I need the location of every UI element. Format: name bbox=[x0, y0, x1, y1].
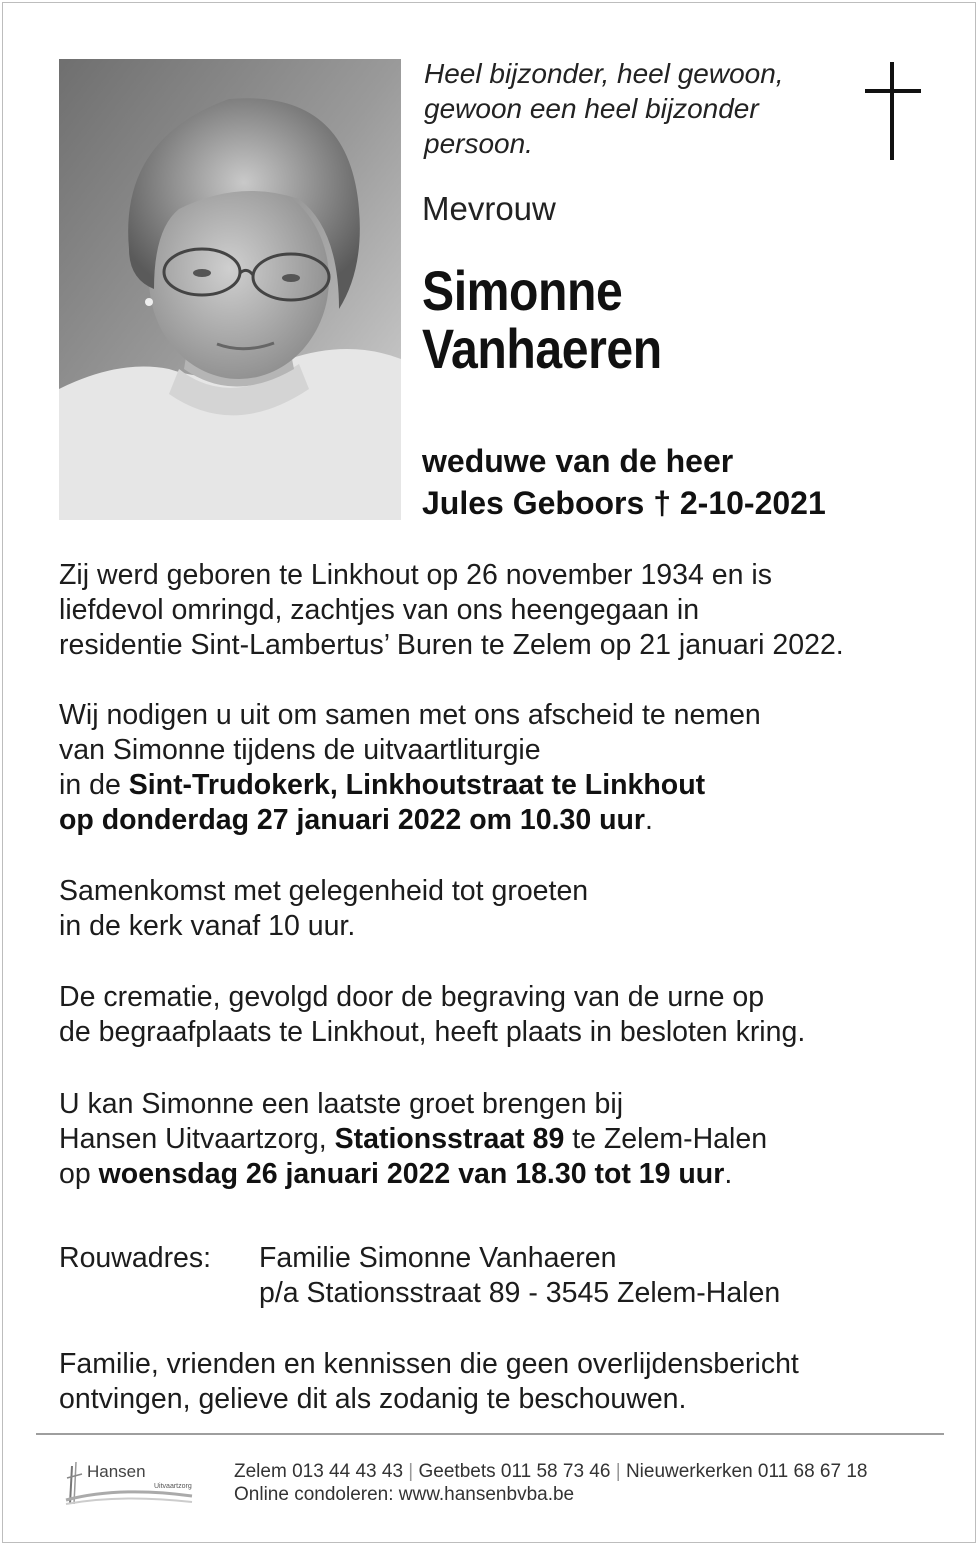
separator: | bbox=[615, 1461, 621, 1482]
visit-paragraph bbox=[59, 1087, 939, 1192]
closing-paragraph bbox=[59, 1347, 939, 1417]
text-line: liefdevol omringd, zachtjes van ons heengegaan in bbox=[59, 594, 700, 626]
online-condolences-link[interactable]: Online condoleren: www.hansenbvba.be bbox=[234, 1484, 575, 1505]
cross-icon bbox=[865, 62, 921, 160]
phone-line bbox=[234, 1460, 867, 1483]
text-line: ontvingen, gelieve dit als zodanig te beschouwen. bbox=[59, 1383, 687, 1415]
text-prefix: Hansen Uitvaartzorg, bbox=[59, 1123, 335, 1155]
invitation-paragraph bbox=[59, 698, 939, 838]
service-datetime: op donderdag 27 januari 2022 om 10.30 uur bbox=[59, 804, 646, 836]
text-line: in de kerk vanaf 10 uur. bbox=[59, 910, 356, 942]
text-line: Wij nodigen u uit om samen met ons afscheid te nemen bbox=[59, 699, 761, 731]
quote bbox=[424, 56, 844, 161]
mourning-address-label: Rouwadres: bbox=[59, 1242, 212, 1274]
text-line bbox=[59, 803, 939, 838]
first-name: Simonne bbox=[422, 259, 623, 322]
widow-line: Jules Geboors † 2-10-2021 bbox=[422, 485, 826, 521]
text-line: Zij werd geboren te Linkhout op 26 november 1934 en is bbox=[59, 559, 772, 591]
last-name: Vanhaeren bbox=[422, 317, 662, 380]
widow-line: weduwe van de heer bbox=[422, 443, 734, 479]
text-line: Samenkomst met gelegenheid tot groeten bbox=[59, 875, 589, 907]
text-line: van Simonne tijdens de uitvaartliturgie bbox=[59, 734, 541, 766]
phone-zelem: Zelem 013 44 43 43 bbox=[234, 1461, 404, 1482]
logo-name: Hansen bbox=[87, 1462, 146, 1481]
text-prefix: in de bbox=[59, 769, 129, 801]
footer-divider bbox=[36, 1433, 944, 1435]
footer-contact bbox=[234, 1460, 867, 1506]
quote-line: gewoon een heel bijzonder bbox=[424, 93, 759, 124]
text-prefix: op bbox=[59, 1158, 99, 1190]
visit-datetime: woensdag 26 januari 2022 van 18.30 tot 19 uur bbox=[98, 1158, 725, 1190]
text-line: U kan Simonne een laatste groet brengen bij bbox=[59, 1088, 624, 1120]
text-line: residentie Sint-Lambertus’ Buren te Zelem op 21 januari 2022. bbox=[59, 629, 844, 661]
phone-nieuwerkerken: Nieuwerkerken 011 68 67 18 bbox=[625, 1461, 868, 1482]
logo-subtitle: Uitvaartzorg bbox=[154, 1483, 192, 1490]
portrait-photo bbox=[59, 59, 401, 520]
text-suffix: . bbox=[724, 1158, 733, 1190]
quote-line: persoon. bbox=[424, 128, 533, 159]
separator: | bbox=[408, 1461, 414, 1482]
text-line bbox=[59, 1122, 939, 1157]
text-line: Familie, vrienden en kennissen die geen overlijdensbericht bbox=[59, 1348, 799, 1380]
deceased-name bbox=[422, 259, 662, 380]
phone-geetbets: Geetbets 011 58 73 46 bbox=[418, 1461, 611, 1482]
visit-address: Stationsstraat 89 bbox=[334, 1123, 565, 1155]
cremation-paragraph bbox=[59, 980, 939, 1050]
text-line: De crematie, gevolgd door de begraving van de urne op bbox=[59, 981, 765, 1013]
text-suffix: . bbox=[645, 804, 653, 836]
gathering-paragraph bbox=[59, 874, 939, 944]
text-line: de begraafplaats te Linkhout, heeft plaats in besloten kring. bbox=[59, 1016, 806, 1048]
widow-of bbox=[422, 440, 826, 524]
text-line bbox=[59, 1157, 939, 1192]
church-location: Sint-Trudokerk, Linkhoutstraat te Linkhout bbox=[128, 769, 706, 801]
text-line bbox=[59, 768, 939, 803]
mourning-address-lines bbox=[259, 1241, 780, 1311]
address-line: Familie Simonne Vanhaeren bbox=[259, 1242, 617, 1274]
text-suffix: te Zelem-Halen bbox=[564, 1123, 768, 1155]
salutation: Mevrouw bbox=[422, 190, 556, 227]
quote-line: Heel bijzonder, heel gewoon, bbox=[424, 58, 784, 89]
birth-paragraph bbox=[59, 558, 939, 663]
address-line: p/a Stationsstraat 89 - 3545 Zelem-Halen bbox=[259, 1277, 781, 1309]
